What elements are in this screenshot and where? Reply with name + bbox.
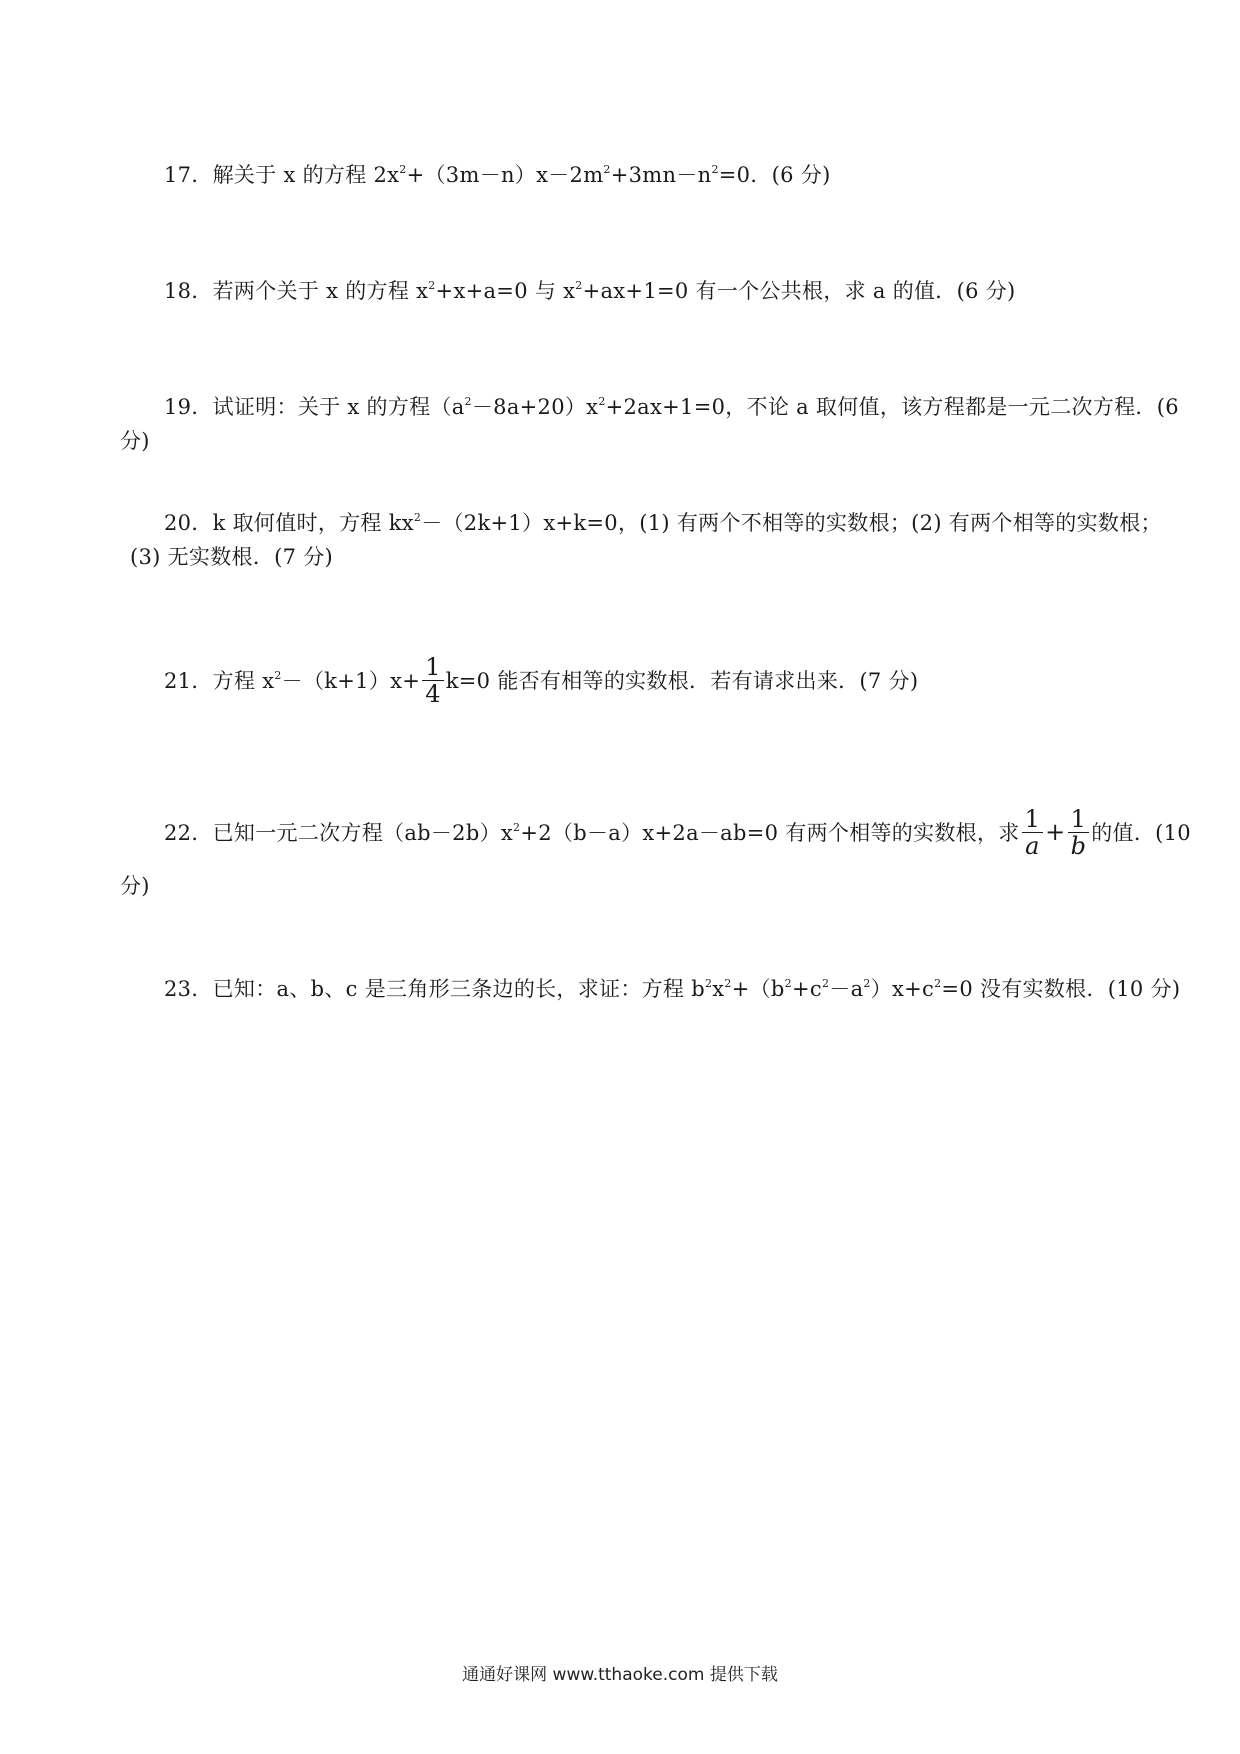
problem-22-line-1: 22．已知一元二次方程$(ab-2b)x^2+2(b-a)x+2a-ab=0$ 有两个相等的实数根，求 $\frac{1}{a}$ + $\frac{1}{b}$ 的值．(10 bbox=[164, 805, 1191, 860]
problem-22-line-2: 分) bbox=[120, 874, 150, 898]
problem-17 bbox=[120, 158, 1130, 192]
fraction-one-over-a: $\frac{1}{a}$ bbox=[1022, 806, 1044, 859]
problem-23 bbox=[120, 972, 1181, 1006]
page-footer: 通通好课网 www.tthaoke.com 提供下载 bbox=[462, 1665, 778, 1685]
problem-19-line-1: 19．试证明：关于 x 的方程$(a^2-8a+20)x^2+2ax+1=0$，不论 a 取何值，该方程都是一元二次方程．(6 bbox=[164, 395, 1179, 419]
problem-19 bbox=[120, 390, 1179, 458]
problem-21-line: 21．方程 $x^2-(k+1)x+$ $\frac{1}{4}$ k=0 能否有相等的实数根．若有请求出来．(7 分) bbox=[164, 653, 919, 708]
problem-20-line-1: 20．k 取何值时，方程 $kx^2-(2k+1)x+k=0$，(1) 有两个不相等的实数根；(2) 有两个相等的实数根； bbox=[164, 511, 1162, 535]
problem-20-line-2: (3) 无实数根．(7 分) bbox=[130, 545, 334, 569]
problem-18-line: 18．若两个关于 x 的方程 $x^2+x+a=0$ 与 $x^2+ax+1=0$ 有一个公共根，求 a 的值．(6 分) bbox=[164, 279, 1016, 303]
problem-22 bbox=[120, 805, 1191, 903]
problem-23-line: 23．已知：a、b、c 是三角形三条边的长，求证：方程 $b^2x^2+(b^2+c^2-a^2)x+c^2=0$ 没有实数根．(10 分) bbox=[164, 977, 1181, 1001]
problem-20 bbox=[120, 506, 1162, 574]
fraction-one-quarter: $\frac{1}{4}$ bbox=[422, 654, 444, 707]
problem-18 bbox=[120, 274, 1130, 308]
problem-19-line-2: 分) bbox=[120, 429, 150, 453]
problem-17-line: 17．解关于 x 的方程 $2x^2+(3m-n)x-2m^2+3mn-n^2=0$．(6 分) bbox=[164, 163, 831, 187]
fraction-one-over-b: $\frac{1}{b}$ bbox=[1068, 806, 1090, 859]
problem-21 bbox=[120, 653, 1130, 709]
